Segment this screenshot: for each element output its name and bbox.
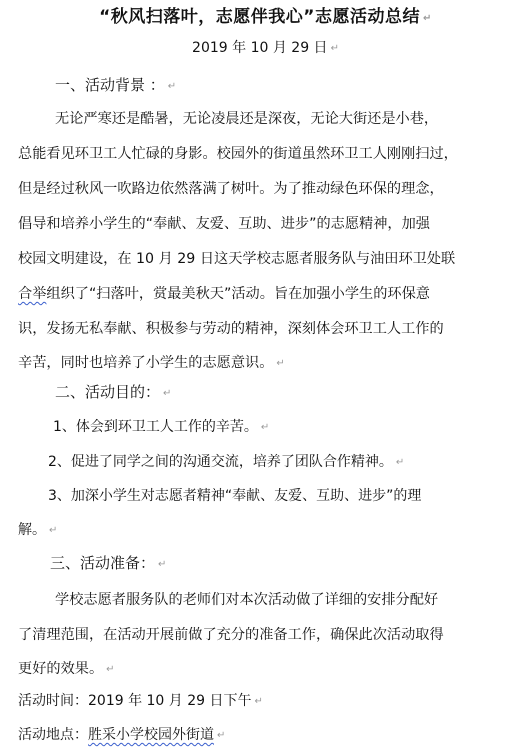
paragraph-mark-icon bbox=[168, 81, 176, 92]
item-text: 2、促进了同学之间的沟通交流，培养了团队合作精神。 bbox=[48, 454, 393, 470]
paragraph-line bbox=[18, 352, 285, 372]
list-item bbox=[48, 451, 404, 471]
paragraph-mark-icon bbox=[261, 422, 269, 433]
paragraph-line: 倡导和培养小学生的“奉献、友爱、互助、进步”的志愿精神，加强 bbox=[18, 216, 430, 232]
place-value: 胜采小学校园外街道 bbox=[88, 727, 214, 743]
list-item bbox=[53, 416, 269, 436]
paragraph-line: 学校志愿者服务队的老师们对本次活动做了详细的安排分配好 bbox=[55, 592, 439, 608]
paragraph-line: 了清理范围，在活动开展前做了充分的准备工作，确保此次活动取得 bbox=[18, 627, 444, 643]
heading-text: 三、活动准备： bbox=[50, 554, 156, 572]
heading-text: 一、活动背景 ： bbox=[55, 76, 165, 94]
time-text: 活动时间：2019 年 10 月 29 日下午 bbox=[18, 693, 252, 709]
paragraph-mark-icon bbox=[255, 696, 263, 707]
date-text: 2019 年 10 月 29 日 bbox=[192, 40, 328, 56]
paragraph-mark-icon bbox=[163, 388, 171, 399]
paragraph-line: 总能看见环卫工人忙碌的身影。校园外的街道虽然环卫工人刚刚扫过， bbox=[18, 146, 458, 162]
paragraph-mark-icon bbox=[106, 664, 114, 675]
document-title bbox=[0, 2, 531, 27]
paragraph-line bbox=[18, 283, 430, 303]
section-heading-background bbox=[55, 74, 176, 95]
line-text: 辛苦，同时也培养了小学生的志愿意识。 bbox=[18, 355, 274, 371]
place-label: 活动地点： bbox=[18, 727, 88, 743]
document-date bbox=[0, 37, 531, 57]
section-heading-preparation bbox=[50, 552, 166, 573]
spellcheck-underline: 合举 bbox=[18, 286, 47, 302]
paragraph-mark-icon bbox=[331, 43, 339, 54]
paragraph-line: 校园文明建设，在 10 月 29 日这天学校志愿者服务队与油田环卫处联 bbox=[18, 251, 456, 267]
paragraph-mark-icon bbox=[49, 525, 57, 536]
paragraph-mark-icon bbox=[396, 457, 404, 468]
paragraph-line: 但是经过秋风一吹路边依然落满了树叶。为了推动绿色环保的理念， bbox=[18, 181, 444, 197]
list-item: 3、加深小学生对志愿者精神“奉献、友爱、互助、进步”的理 bbox=[48, 488, 422, 504]
section-heading-purpose bbox=[55, 381, 171, 402]
paragraph-line: 识，发扬无私奉献、积极参与劳动的精神，深刻体会环卫工人工作的 bbox=[18, 321, 444, 337]
paragraph-mark-icon bbox=[217, 730, 225, 741]
heading-text: 二、活动目的： bbox=[55, 383, 161, 401]
line-text: 更好的效果。 bbox=[18, 661, 104, 677]
paragraph-mark-icon bbox=[276, 358, 284, 369]
item-text: 1、体会到环卫工人工作的辛苦。 bbox=[53, 419, 258, 435]
paragraph-mark-icon bbox=[423, 13, 432, 24]
title-text: “秋风扫落叶，志愿伴我心”志愿活动总结 bbox=[99, 7, 420, 27]
paragraph-line: 无论严寒还是酷暑，无论凌晨还是深夜，无论大街还是小巷， bbox=[55, 111, 439, 127]
paragraph-line bbox=[18, 658, 115, 678]
paragraph-mark-icon bbox=[158, 559, 166, 570]
list-item-continuation bbox=[18, 519, 57, 539]
line-text: 组织了“扫落叶，赏最美秋天”活动。旨在加强小学生的环保意 bbox=[46, 286, 430, 302]
item-text: 解。 bbox=[18, 522, 46, 538]
activity-time bbox=[18, 690, 263, 710]
activity-location bbox=[18, 724, 225, 744]
